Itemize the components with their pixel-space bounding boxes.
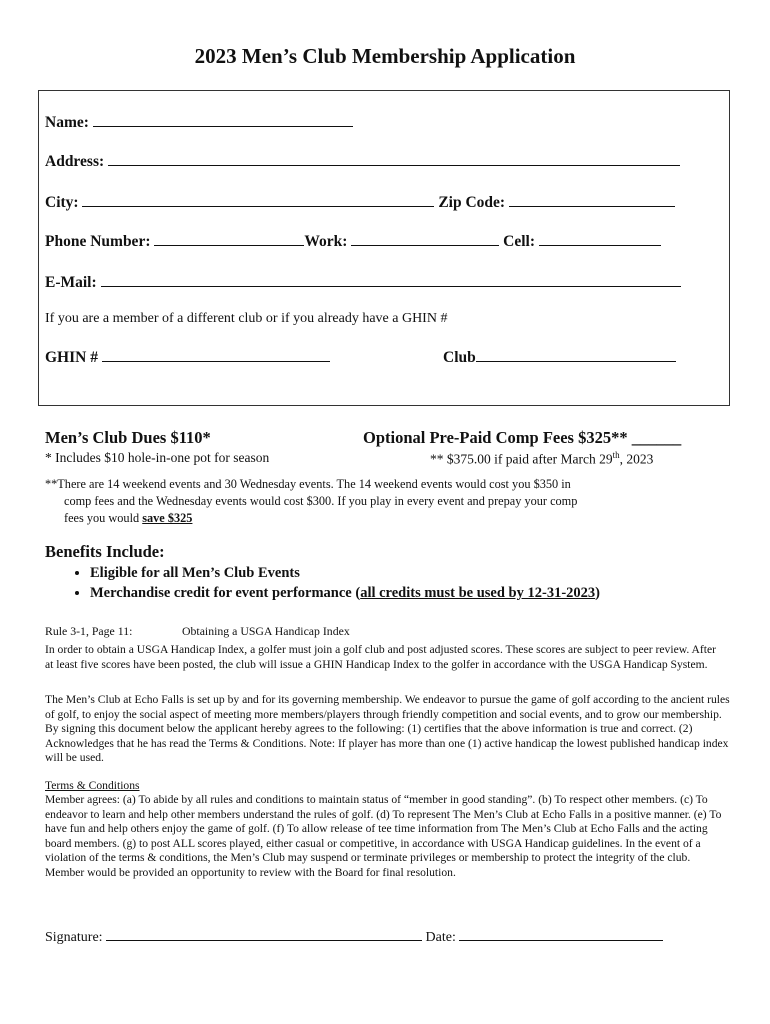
name-field[interactable] <box>93 114 353 127</box>
signature-label: Signature: <box>45 930 103 945</box>
ghin-label: GHIN # <box>45 349 98 366</box>
dues-note: * Includes $10 hole-in-one pot for season <box>45 450 270 465</box>
name-row <box>45 114 353 132</box>
email-field[interactable] <box>101 274 681 287</box>
rule-paragraph-2-text: The Men’s Club at Echo Falls is set up by and for its governing membership. We endeavor to pursue the game of golf according to the ancient rules of golf, to enjoy the social aspect of meeting more members/players through friendly competition and social events, and to grow our membership. By signing this document below the applicant hereby agrees to the following: (1) certifies that the above information is true and correct. (2) Acknowledges that he has read the Terms & Conditions. Note: If player has more than one (1) active handicap the lowest published handicap index will be used. <box>45 693 730 764</box>
work-field[interactable] <box>351 233 499 246</box>
zip-label: Zip Code: <box>438 194 506 211</box>
benefit-item-suffix: ) <box>595 585 600 601</box>
zip-field[interactable] <box>509 194 675 207</box>
comp-note-prefix: ** $375.00 if paid after March 29 <box>430 451 613 467</box>
rule-paragraph-1 <box>45 643 725 672</box>
ghin-note: If you are a member of a different club or if you already have a GHIN # <box>45 311 448 326</box>
credits-deadline: all credits must be used by 12-31-2023 <box>360 585 596 601</box>
name-label: Name: <box>45 114 89 131</box>
cell-label: Cell: <box>503 233 536 250</box>
save-amount: save $325 <box>142 511 193 525</box>
ghin-field[interactable] <box>102 349 330 362</box>
rule-title: Obtaining a USGA Handicap Index <box>182 624 350 638</box>
comp-explanation-line-3 <box>64 511 192 526</box>
date-label: Date: <box>425 930 456 945</box>
terms-body-text: Member agrees: (a) To abide by all rules and conditions to maintain status of “member in good standing”. (b) To respect other members. (c) To endeavor to learn and help other members understand the rules of golf. (d) To represent The Men’s Club at Echo Falls in a positive manner. (e) To have fun and help others enjoy the game of golf. (f) To allow release of tee time information from The Men’s Club at Echo Falls and the acting board members. (g) to post ALL scores played, either casual or competitive, in accordance with USGA Handicap guidelines. In the event of a violation of the terms & conditions, the Men’s Club may suspend or terminate privileges or membership to protect the integrity of the club. Member would be provided an opportunity to review with the Board for final resolution. <box>45 793 722 879</box>
city-zip-row <box>45 194 675 212</box>
address-label: Address: <box>45 153 105 170</box>
benefit-item-text: Merchandise credit for event performance ( <box>90 585 361 601</box>
address-row <box>45 153 680 171</box>
email-row <box>45 274 681 292</box>
signature-field[interactable] <box>106 928 422 941</box>
address-field[interactable] <box>108 153 680 166</box>
benefit-item <box>90 563 600 583</box>
comp-explanation-prefix: fees you would <box>64 511 143 525</box>
club-row <box>443 349 676 367</box>
rule-reference: Rule 3-1, Page 11: <box>45 624 133 638</box>
date-field[interactable] <box>459 928 663 941</box>
comp-note-suffix: , 2023 <box>619 451 654 467</box>
rule-paragraph-1-text: In order to obtain a USGA Handicap Index, a golfer must join a golf club and post adjusted scores. These scores are subject to peer review. After at least five scores have been posted, the club will issue a GHIN Handicap Index to the golfer in accordance with the USGA Handicap System. <box>45 643 716 671</box>
terms-heading: Terms & Conditions <box>45 779 140 792</box>
phone-row <box>45 233 661 251</box>
comp-explanation-line-2: comp fees and the Wednesday events would cost $300. If you play in every event and prepay your comp <box>64 494 578 508</box>
benefits-heading: Benefits Include: <box>45 542 165 561</box>
comp-explanation-line-1: **There are 14 weekend events and 30 Wednesday events. The 14 weekend events would cost you $350 in <box>45 477 571 491</box>
work-label: Work: <box>304 233 348 250</box>
benefits-list <box>45 563 600 603</box>
comp-fees-heading: Optional Pre-Paid Comp Fees $325** ______ <box>363 428 682 447</box>
email-label: E-Mail: <box>45 274 97 291</box>
terms-body <box>45 793 725 880</box>
cell-field[interactable] <box>539 233 661 246</box>
page-title: 2023 Men’s Club Membership Application <box>194 44 576 68</box>
signature-row <box>45 928 663 946</box>
phone-label: Phone Number: <box>45 233 151 250</box>
benefit-item <box>90 583 600 603</box>
comp-fees-note <box>430 450 653 468</box>
phone-field[interactable] <box>154 233 304 246</box>
benefit-item-text: Eligible for all Men’s Club Events <box>90 565 300 581</box>
club-label: Club <box>443 349 476 366</box>
rule-paragraph-2 <box>45 693 730 766</box>
comp-note-sup: th <box>612 450 620 460</box>
dues-heading: Men’s Club Dues $110* <box>45 428 211 447</box>
ghin-row <box>45 349 330 367</box>
city-label: City: <box>45 194 79 211</box>
club-field[interactable] <box>476 349 676 362</box>
city-field[interactable] <box>82 194 434 207</box>
